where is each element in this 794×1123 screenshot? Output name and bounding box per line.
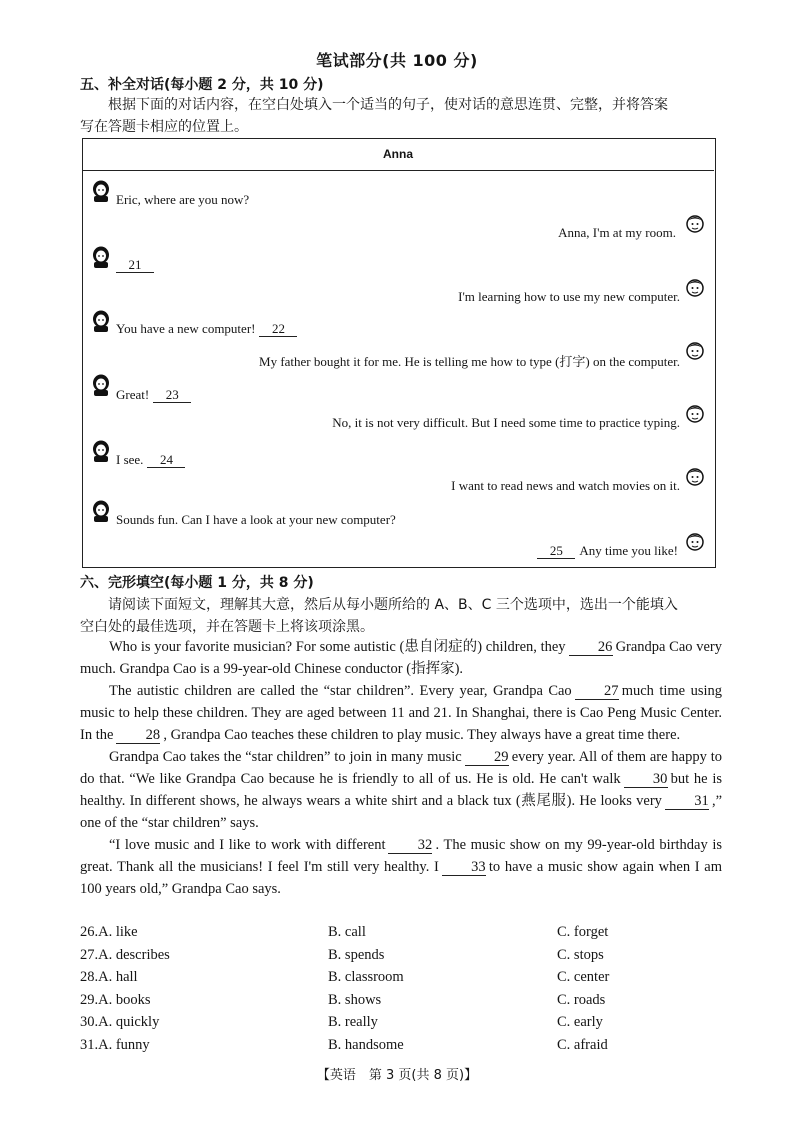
section-5-instruction-line2: 写在答题卡相应的位置上。 — [80, 119, 248, 135]
boy-avatar-icon — [686, 341, 704, 363]
option-b: B. spends — [328, 946, 385, 963]
dialogue-line-4: I'm learning how to use my new computer. — [458, 289, 680, 304]
dialogue-line-6: My father bought it for me. He is telling me how to type (打字) on the computer. — [259, 354, 680, 369]
blank-27: 27 — [575, 684, 619, 700]
cloze-passage — [80, 636, 722, 900]
option-a: A. like — [98, 924, 138, 940]
section-5-heading: 五、补全对话(每小题 2 分，共 10 分) — [80, 77, 324, 93]
option-b: B. really — [328, 1014, 378, 1030]
option-a: A. quickly — [98, 1014, 160, 1030]
option-row-31 — [80, 1037, 680, 1060]
option-c: C. afraid — [557, 1036, 608, 1053]
option-b: B. call — [328, 924, 366, 940]
option-row-26 — [80, 924, 680, 947]
passage-paragraph-1: Who is your favorite musician? For some autistic (患自闭症的) children, they 26 Grandpa Cao very much. Grandpa Cao is a 99-year-old Chinese conductor (指挥家). — [80, 639, 722, 677]
section-6-instruction-line1: 请阅读下面短文，理解其大意，然后从每小题所给的 A、B、C 三个选项中，选出一个能填入 — [108, 597, 678, 613]
blank-32: 32 — [388, 838, 432, 854]
option-c: C. center — [557, 969, 610, 985]
blank-23: 23 — [153, 388, 191, 403]
blank-30: 30 — [624, 772, 668, 788]
dialogue-line-3 — [112, 257, 158, 273]
blank-22: 22 — [259, 322, 297, 337]
dialogue-line-5: You have a new computer! 22 — [116, 321, 301, 337]
option-a: A. hall — [98, 969, 138, 985]
dialogue-line-8: No, it is not very difficult. But I need some time to practice typing. — [332, 415, 680, 430]
blank-31: 31 — [665, 794, 709, 810]
option-number: 28. — [80, 969, 99, 985]
option-c: C. forget — [557, 924, 609, 940]
options-list — [80, 924, 680, 1059]
page-footer: 【英语 第 3 页(共 8 页)】 — [316, 1068, 478, 1083]
dialogue-line-7: Great! 23 — [116, 387, 195, 403]
boy-avatar-icon — [686, 532, 704, 554]
option-b: B. shows — [328, 991, 382, 1008]
option-a: A. describes — [98, 946, 170, 963]
girl-avatar-icon — [92, 440, 110, 462]
dialogue-line-10: I want to read news and watch movies on it. — [451, 478, 680, 493]
option-a: A. funny — [98, 1036, 150, 1053]
girl-avatar-icon — [92, 374, 110, 396]
boy-avatar-icon — [686, 278, 704, 300]
dialogue-box-header: Anna — [82, 138, 714, 171]
blank-25: 25 — [537, 544, 575, 559]
blank-21: 21 — [116, 258, 154, 273]
option-row-27 — [80, 947, 680, 970]
section-6-instruction-line2: 空白处的最佳选项，并在答题卡上将该项涂黑。 — [80, 619, 374, 635]
dialogue-line-11: Sounds fun. Can I have a look at your new computer? — [116, 512, 396, 527]
option-b: B. handsome — [328, 1036, 404, 1053]
dialogue-line-1: Eric, where are you now? — [116, 192, 250, 207]
passage-paragraph-2: The autistic children are called the “star children”. Every year, Grandpa Cao 27 much time using music to help these children. They are aged between 11 and 21. In Shanghai, there is Cao Peng Music Center. In the 28 , Grandpa Cao teaches these children to play music. They always have a great time there. — [80, 683, 722, 743]
option-c: C. early — [557, 1014, 603, 1030]
option-b: B. classroom — [328, 969, 404, 985]
section-5-instruction-line1: 根据下面的对话内容，在空白处填入一个适当的句子，使对话的意思连贯、完整，并将答案 — [108, 97, 668, 113]
option-row-28 — [80, 969, 680, 992]
option-number: 26. — [80, 924, 99, 940]
option-c: C. roads — [557, 991, 606, 1008]
blank-29: 29 — [465, 750, 509, 766]
girl-avatar-icon — [92, 246, 110, 268]
dialogue-line-12: 25 Any time you like! — [533, 543, 678, 559]
boy-avatar-icon — [686, 467, 704, 489]
girl-avatar-icon — [92, 310, 110, 332]
dialogue-line-9: I see. 24 — [116, 452, 189, 468]
option-row-29 — [80, 992, 680, 1015]
option-number: 31. — [80, 1036, 99, 1053]
blank-26: 26 — [569, 640, 613, 656]
option-c: C. stops — [557, 946, 604, 963]
section-6-heading: 六、完形填空(每小题 1 分，共 8 分) — [80, 575, 314, 591]
option-a: A. books — [98, 991, 151, 1008]
option-row-30 — [80, 1014, 680, 1037]
blank-24: 24 — [147, 453, 185, 468]
passage-paragraph-3: Grandpa Cao takes the “star children” to join in many music 29 every year. All of them are happy to do that. “We like Grandpa Cao because he is friendly to all of us. He is old. He can't walk 30 but he is healthy. In different shows, he always wears a white shirt and a black tux (燕尾服). He looks very 31 ,” one of the “star children” says. — [80, 749, 722, 831]
girl-avatar-icon — [92, 180, 110, 202]
passage-paragraph-4: “I love music and I like to work with different 32 . The music show on my 99-year-old birthday is great. Thank all the musicians! I feel I'm still very healthy. I 33 to have a music show again when I am 100 years old,” Grandpa Cao says. — [80, 837, 722, 897]
girl-avatar-icon — [92, 500, 110, 522]
option-number: 29. — [80, 991, 99, 1008]
blank-33: 33 — [442, 860, 486, 876]
page-title: 笔试部分(共 100 分) — [316, 51, 478, 70]
option-number: 30. — [80, 1014, 99, 1030]
blank-28: 28 — [116, 728, 160, 744]
boy-avatar-icon — [686, 404, 704, 426]
option-number: 27. — [80, 946, 99, 963]
boy-avatar-icon — [686, 214, 704, 236]
dialogue-line-2: Anna, I'm at my room. — [558, 225, 676, 240]
